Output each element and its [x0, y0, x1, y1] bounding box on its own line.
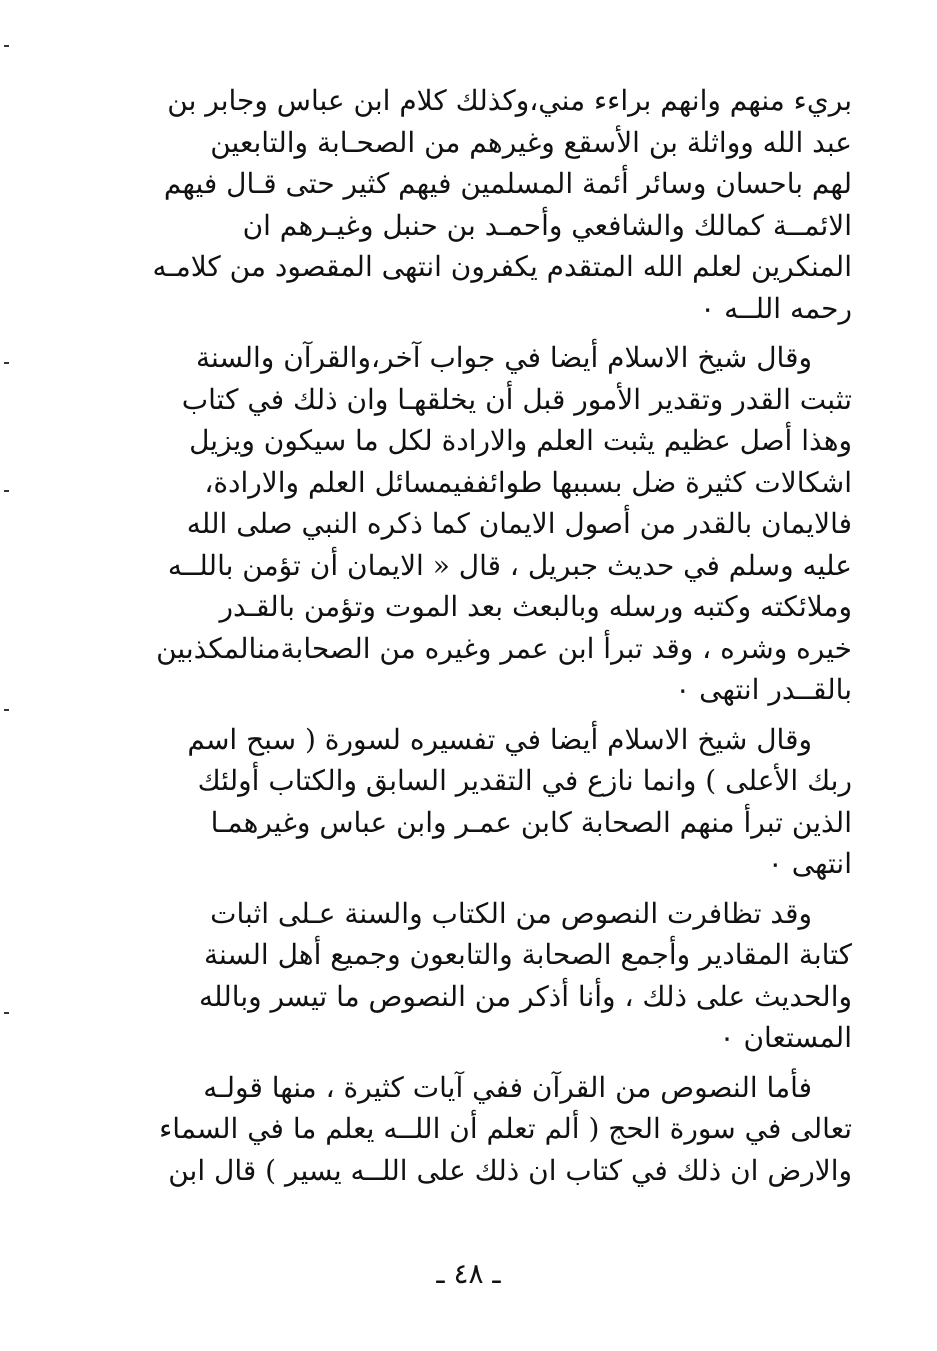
- margin-tick-mark: [4, 1012, 9, 1014]
- page-body-text: [100, 80, 852, 1191]
- paragraph-2: [100, 337, 852, 711]
- text-line: وهذا أصل عظيم يثبت العلم والارادة لكل ما سيكون ويزيل: [189, 424, 852, 457]
- paragraph-5: [100, 1067, 852, 1192]
- text-line: لهم باحسان وسائر أئمة المسلمين فيهم كثير حتى قـال فيهم: [163, 167, 852, 200]
- page-number: ـ ٤٨ ـ: [436, 1257, 501, 1290]
- text-line: بريء منهم وانهم براءء مني،وكذلك كلام ابن عباس وجابر بن: [167, 84, 852, 117]
- text-line: بالقــدر انتهى ٠: [675, 673, 852, 706]
- margin-tick-mark: [4, 362, 9, 364]
- text-line: انتهى ٠: [767, 847, 852, 880]
- text-line: الائمــة كمالك والشافعي وأحمـد بن حنبل وغيـرهم ان: [242, 208, 852, 242]
- paragraph-1: [100, 80, 852, 329]
- text-line: كتابة المقادير وأجمع الصحابة والتابعون وجميع أهل السنة: [203, 938, 852, 971]
- text-line: المستعان ٠: [719, 1021, 852, 1054]
- text-line: عليه وسلم في حديث جبريل ، قال « الايمان أن تؤمن باللــه: [167, 548, 852, 582]
- paragraph-3: [100, 719, 852, 885]
- text-line: اشكالات كثيرة ضل بسببها طوائففيمسائل العلم والارادة،: [204, 465, 852, 499]
- margin-tick-mark: [4, 709, 9, 711]
- text-line: عبد الله وواثلة بن الأسقع وغيرهم من الصحـابة والتابعين: [210, 125, 852, 159]
- text-line: تعالى في سورة الحج ( ألم تعلم أن اللــه يعلم ما في السماء: [159, 1112, 852, 1145]
- margin-tick-mark: [4, 45, 9, 47]
- text-line: فأما النصوص من القرآن ففي آيات كثيرة ، منها قولـه: [203, 1070, 812, 1104]
- text-line: وقال شيخ الاسلام أيضا في جواب آخر،والقرآن والسنة: [196, 341, 812, 374]
- text-line: وملائكته وكتبه ورسله وبالبعث بعد الموت وتؤمن بالقـدر: [219, 590, 852, 623]
- text-line: تثبت القدر وتقدير الأمور قبل أن يخلقهـا وان ذلك في كتاب: [181, 382, 852, 416]
- text-line: فالايمان بالقدر من أصول الايمان كما ذكره النبي صلى الله: [186, 507, 852, 540]
- text-line: المنكرين لعلم الله المتقدم يكفرون انتهى المقصود من كلامـه: [152, 250, 852, 283]
- text-line: ربك الأعلى ) وانما نازع في التقدير السابق والكتاب أولئك: [197, 764, 852, 797]
- paragraph-4: [100, 893, 852, 1059]
- text-line: والارض ان ذلك في كتاب ان ذلك على اللــه يسير ) قال ابن: [168, 1153, 852, 1187]
- margin-tick-mark: [4, 490, 9, 492]
- text-line: والحديث على ذلك ، وأنا أذكر من النصوص ما تيسر وبالله: [198, 979, 852, 1013]
- text-line: خيره وشره ، وقد تبرأ ابن عمر وغيره من الصحابةمنالمكذبين: [156, 631, 852, 665]
- text-line: وقال شيخ الاسلام أيضا في تفسيره لسورة ( سبح اسم: [187, 722, 812, 756]
- text-line: الذين تبرأ منهم الصحابة كابن عمـر وابن عباس وغيرهمـا: [210, 805, 852, 839]
- text-line: رحمه اللــه ٠: [700, 291, 852, 325]
- text-line: وقد تظافرت النصوص من الكتاب والسنة عـلى اثبات: [210, 896, 812, 930]
